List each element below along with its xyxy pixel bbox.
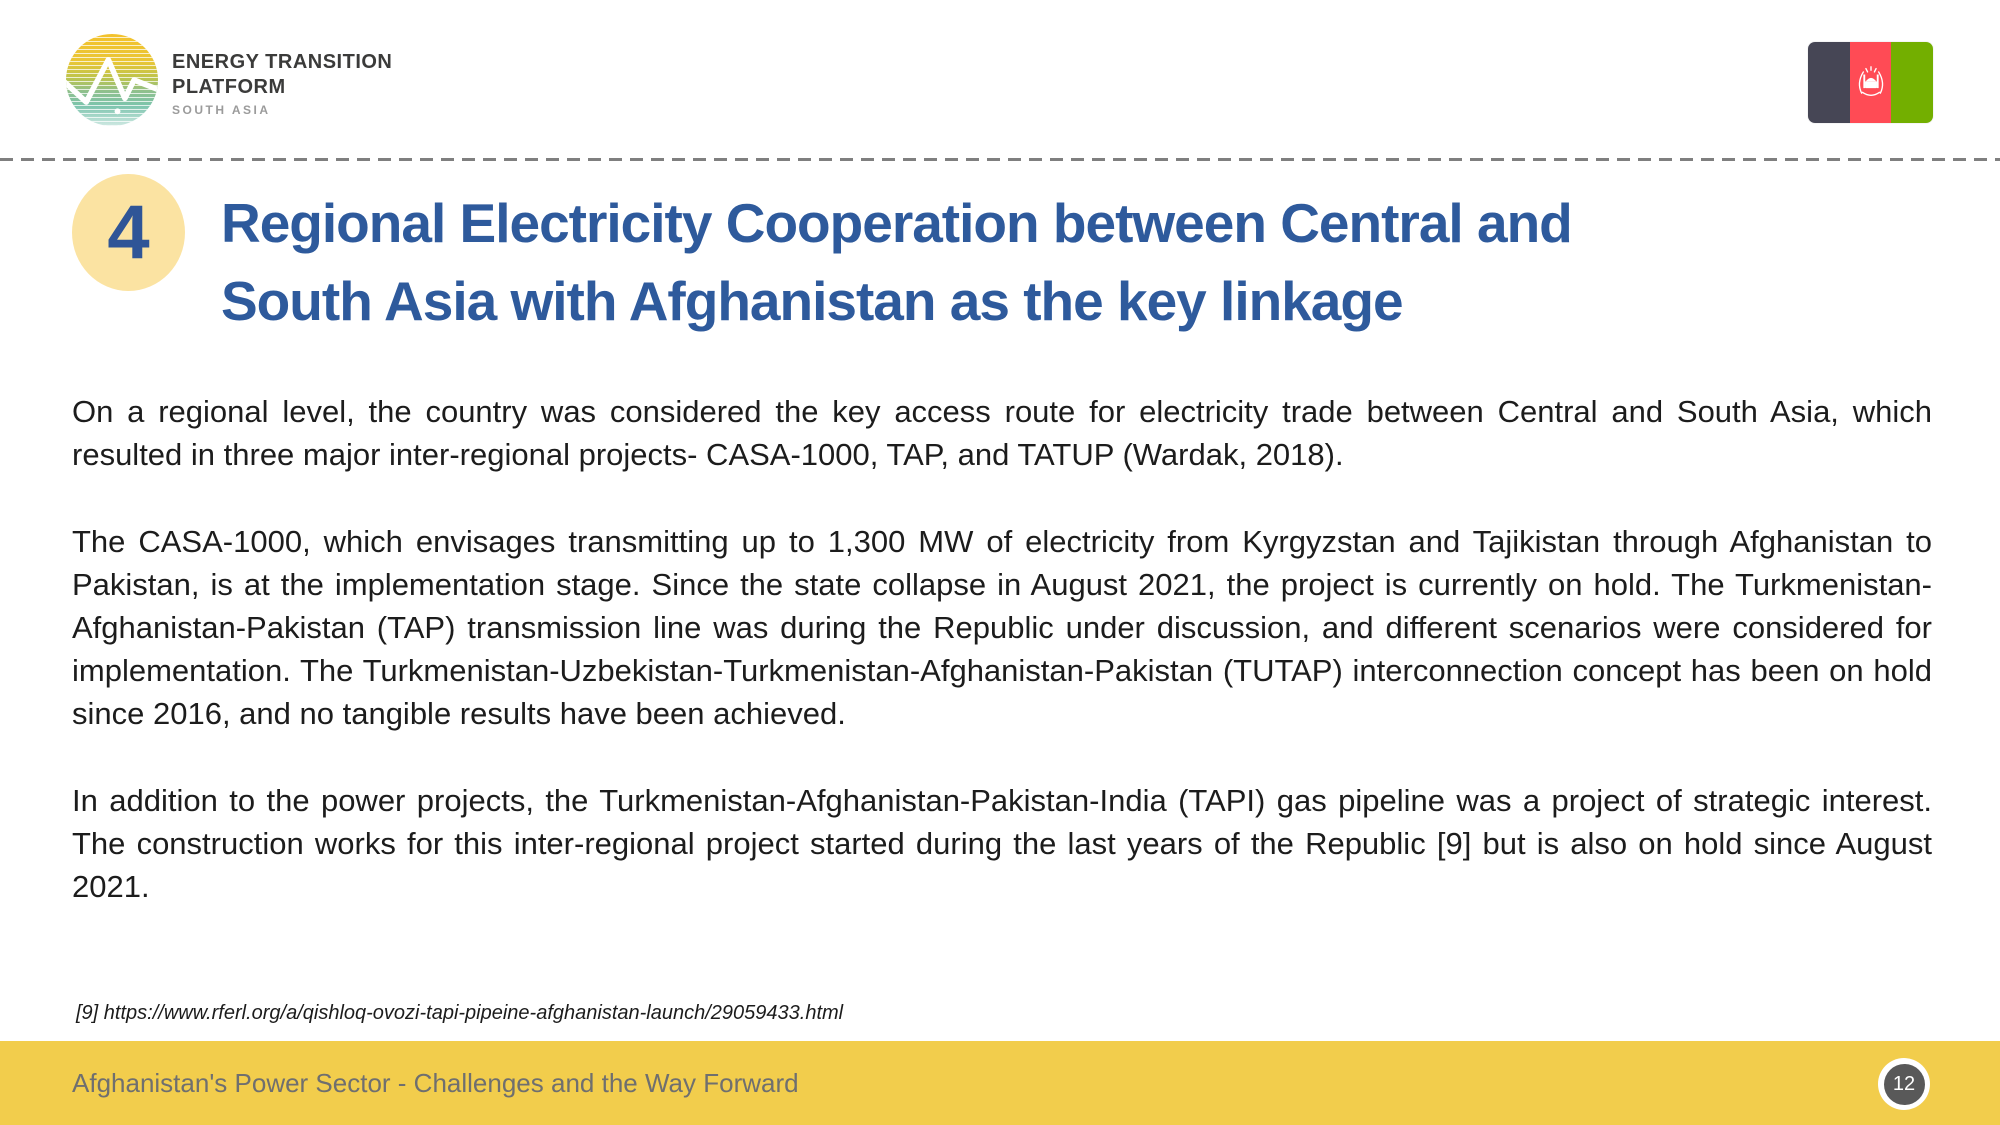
flag-emblem-icon: [1854, 64, 1888, 102]
flag-green-band: [1891, 42, 1933, 123]
presentation-title: Afghanistan's Power Sector - Challenges and the Way Forward: [72, 1067, 799, 1098]
slide-title-line2: South Asia with Afghanistan as the key linkage: [221, 270, 1403, 332]
body-text-block: [72, 390, 1932, 952]
logo-sun-mountain-icon: [66, 34, 158, 126]
section-number-badge: [72, 174, 185, 291]
slide-title: [221, 184, 1841, 340]
zigzag-waveform-icon: [66, 34, 158, 126]
paragraph-regional-overview: On a regional level, the country was considered the key access route for electricity trade between Central and South Asia, which resulted in three major inter-regional projects- CASA-1000, TAP, and TATUP (Wardak, 2018).: [72, 394, 1932, 472]
logo-name-line2: PLATFORM: [172, 76, 286, 98]
dashed-divider-line: [0, 158, 2000, 161]
logo-wordmark: [172, 34, 392, 117]
energy-transition-platform-logo: [66, 34, 392, 126]
slide-title-line1: Regional Electricity Cooperation between Central and: [221, 192, 1572, 254]
paragraph-casa1000-tap-tutap: The CASA-1000, which envisages transmitting up to 1,300 MW of electricity from Kyrgyzstan and Tajikistan through Afghanistan to Pakistan, is at the implementation stage. Since the state collapse in August 2021, the project is currently on hold. The Turkmenistan-Afghanistan-Pakistan (TAP) transmission line was during the Republic under discussion, and different scenarios were considered for implementation. The Turkmenistan-Uzbekistan-Turkmenistan-Afghanistan-Pakistan (TUTAP) interconnection concept has been on hold since 2016, and no tangible results have been achieved.: [72, 524, 1932, 731]
footer-bar: [0, 1041, 2000, 1125]
page-number-badge: [1878, 1058, 1930, 1110]
logo-region-label: SOUTH ASIA: [172, 103, 271, 117]
afghanistan-flag-icon: [1808, 42, 1933, 123]
flag-black-band: [1808, 42, 1850, 123]
logo-name-line1: ENERGY TRANSITION: [172, 51, 393, 73]
flag-red-band: [1850, 42, 1892, 123]
footnote-reference: [9] https://www.rferl.org/a/qishloq-ovozi-tapi-pipeine-afghanistan-launch/29059433.html: [76, 1002, 844, 1024]
section-number: 4: [107, 190, 150, 275]
paragraph-tapi-pipeline: In addition to the power projects, the Turkmenistan-Afghanistan-Pakistan-India (TAPI) gas pipeline was a project of strategic interest. The construction works for this inter-regional project started during the last years of the Republic [9] but is also on hold since August 2021.: [72, 783, 1932, 904]
page-number: 12: [1884, 1064, 1925, 1105]
